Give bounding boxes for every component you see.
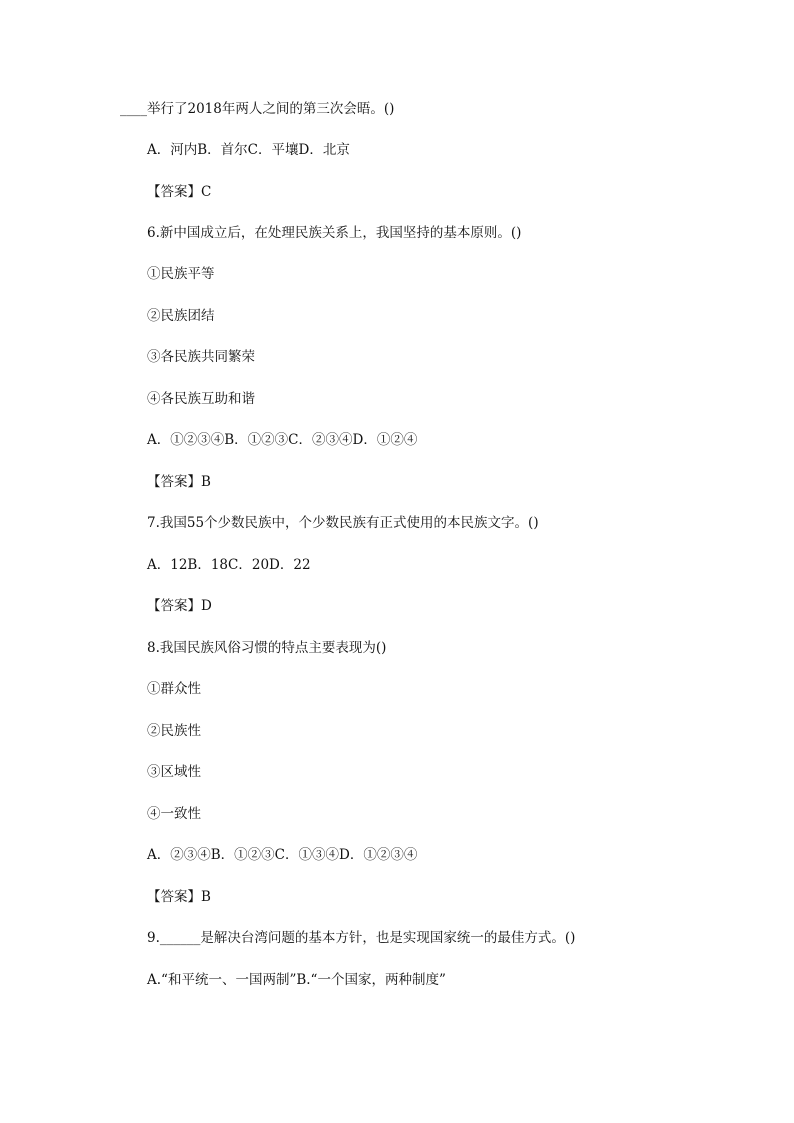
question-8-item-1: ①群众性 <box>147 681 201 697</box>
question-8-item-3: ③区域性 <box>147 764 201 780</box>
question-6-item-1: ①民族平等 <box>147 266 215 282</box>
question-7-answer: 【答案】D <box>147 598 212 614</box>
question-5-options: A．河内B．首尔C．平壤D．北京 <box>147 142 350 158</box>
question-5-stem: ____举行了2018年两人之间的第三次会晤。() <box>120 101 395 117</box>
question-5-answer: 【答案】C <box>147 184 212 200</box>
question-9-options: A.“和平统一、一国两制”B.“一个国家，两种制度” <box>147 972 446 988</box>
question-8-options: A．②③④B．①②③C．①③④D．①②③④ <box>147 847 418 863</box>
question-7-options: A．12B．18C．20D．22 <box>147 557 311 573</box>
question-6-item-2: ②民族团结 <box>147 308 215 324</box>
question-9-stem: 9.______是解决台湾问题的基本方针，也是实现国家统一的最佳方式。() <box>147 930 576 946</box>
question-6-item-4: ④各民族互助和谐 <box>147 391 255 407</box>
question-6-stem: 6.新中国成立后，在处理民族关系上，我国坚持的基本原则。() <box>147 225 522 241</box>
question-6-item-3: ③各民族共同繁荣 <box>147 349 255 365</box>
question-8-answer: 【答案】B <box>147 889 211 905</box>
question-8-stem: 8.我国民族风俗习惯的特点主要表现为() <box>147 640 387 656</box>
question-6-options: A．①②③④B．①②③C．②③④D．①②④ <box>147 432 418 448</box>
question-7-stem: 7.我国55个少数民族中，个少数民族有正式使用的本民族文字。() <box>147 515 539 531</box>
question-8-item-4: ④一致性 <box>147 806 201 822</box>
question-8-item-2: ②民族性 <box>147 723 201 739</box>
question-6-answer: 【答案】B <box>147 474 211 490</box>
